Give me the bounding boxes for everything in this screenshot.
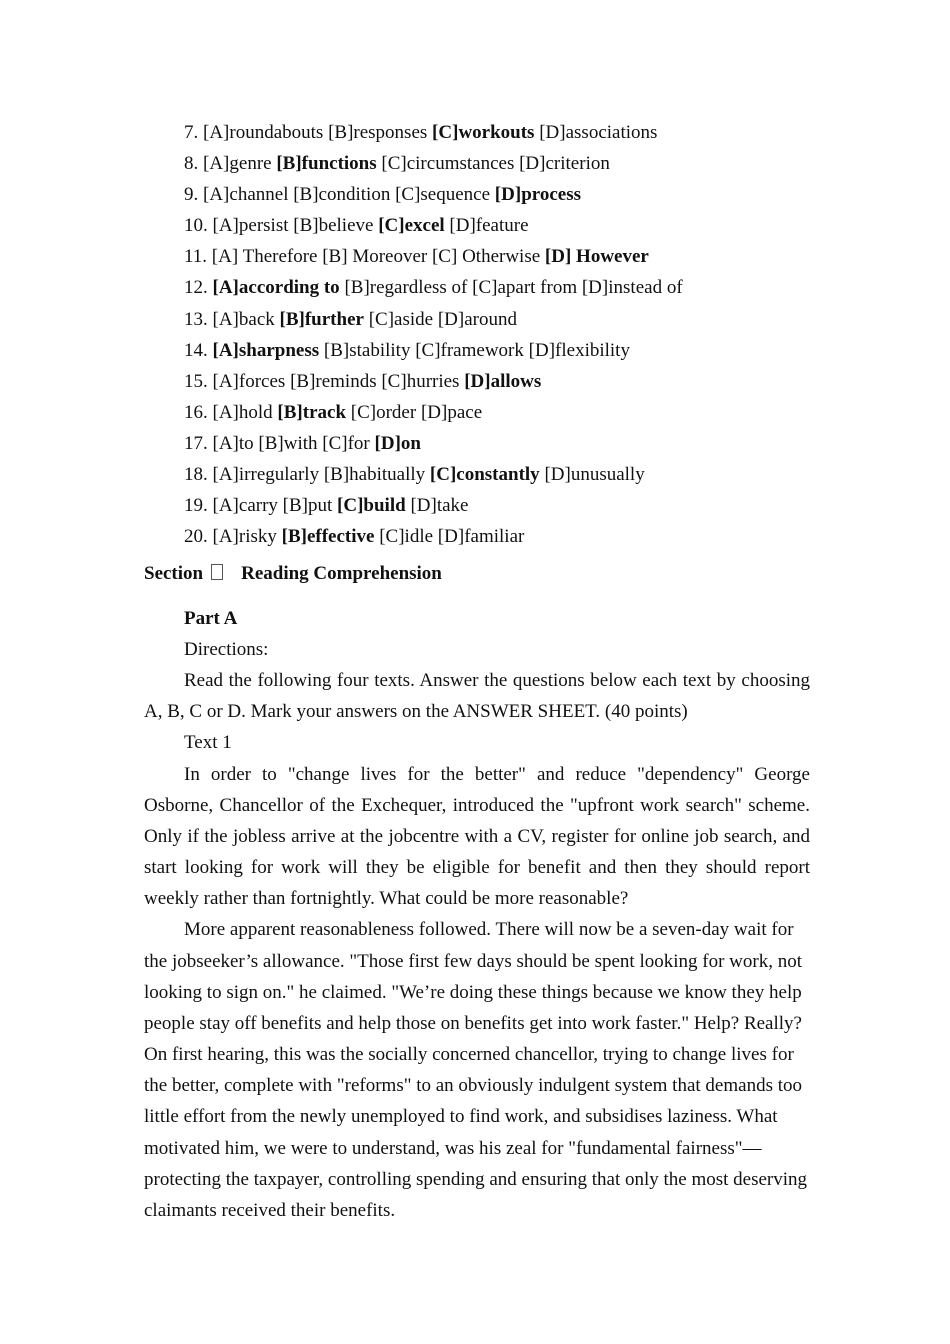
choice-label: [C]	[322, 432, 348, 454]
choice-label: [C]	[379, 526, 405, 548]
question-options-line	[184, 459, 864, 490]
choice-word: put	[308, 495, 333, 517]
choice-word: apart from	[497, 277, 578, 299]
section-heading	[144, 560, 442, 588]
choice-label: [D]	[544, 464, 571, 486]
correct-choice	[213, 340, 320, 361]
choice-label: [C]	[432, 122, 459, 143]
question-number: 11.	[184, 246, 208, 268]
choice	[438, 526, 525, 547]
question-options-line	[184, 397, 864, 428]
correct-choice	[464, 371, 541, 392]
choice-word: Therefore	[238, 246, 318, 268]
choice-word: order	[376, 401, 417, 423]
choice-word: excel	[404, 215, 445, 237]
choice	[449, 215, 528, 236]
choice-word: habitually	[349, 464, 426, 486]
question-number: 17.	[184, 432, 208, 454]
choice-label: [D]	[420, 401, 448, 423]
question-options-line	[184, 272, 864, 303]
choice-word: risky	[238, 526, 277, 548]
question-options-line	[184, 521, 864, 552]
choice	[213, 526, 277, 547]
choice-label: [C]	[381, 153, 407, 175]
choice-label: [B]	[323, 339, 350, 361]
choice-label: [D]	[410, 495, 437, 517]
choice-word: responses	[353, 122, 428, 143]
correct-choice	[432, 122, 534, 143]
choice-word: pace	[447, 401, 483, 423]
choice	[438, 309, 517, 330]
directions-label: Directions:	[184, 639, 269, 660]
choice	[410, 495, 468, 516]
choice-label: [C]	[378, 215, 405, 237]
correct-choice	[282, 526, 375, 547]
directions-text: Read the following four texts. Answer the questions below each text by choosing A, B, C or D. Mark your answers on the ANSWER SHEET. (40 points)	[144, 670, 810, 723]
choice-word: regardless of	[369, 277, 468, 299]
choice-word: track	[302, 401, 347, 423]
choice-word: circumstances	[406, 153, 515, 175]
choice-label: [A]	[212, 495, 239, 517]
choice	[213, 215, 289, 236]
choice-word: back	[238, 308, 275, 330]
choice-label: [C]	[415, 339, 441, 361]
question-number: 9.	[184, 184, 199, 206]
question-options-line	[184, 428, 864, 459]
choice-label: [D]	[519, 153, 546, 175]
section-label: Section	[144, 563, 204, 584]
reading-body	[144, 634, 810, 1226]
choice-label: [C]	[368, 308, 395, 330]
choice-word: hurries	[406, 370, 460, 392]
question-options-line	[184, 210, 864, 241]
choice-word: idle	[404, 526, 434, 548]
choice-label: [D]	[449, 215, 476, 237]
choice	[290, 371, 377, 392]
choice	[213, 433, 254, 454]
choice-label: [D]	[581, 277, 609, 299]
choice-label: [B]	[328, 122, 354, 143]
choice-word: persist	[238, 215, 289, 237]
choice-label: [A]	[212, 277, 239, 299]
choice	[539, 122, 657, 143]
question-number: 20.	[184, 526, 208, 548]
choice-word: build	[363, 495, 406, 517]
choice-label: [B]	[277, 401, 303, 423]
correct-choice	[276, 153, 376, 174]
choice-word: unusually	[570, 464, 645, 486]
choice-label: [B]	[279, 308, 305, 330]
question-options-line	[184, 304, 864, 335]
choice-word: hold	[238, 401, 273, 423]
question-options-line	[184, 179, 864, 210]
choice-label: [B]	[344, 277, 370, 299]
choice	[213, 402, 273, 423]
choice-word: sequence	[420, 184, 491, 206]
choice-word: further	[304, 308, 364, 330]
question-number: 10.	[184, 215, 208, 237]
choice-label: [B]	[293, 184, 319, 206]
choice-label: [B]	[290, 370, 316, 392]
choice	[213, 464, 320, 485]
choice	[544, 464, 644, 485]
choice-label: [B]	[258, 432, 284, 454]
correct-choice	[280, 309, 364, 330]
choice	[379, 526, 433, 547]
passage-paragraph-2: More apparent reasonableness followed. There will now be a seven-day wait for the jobseeker’s allowance. "Those first few days should be spent looking for work, not looking to sign on." he claimed. "We’re doing these things because we know they help people stay off benefits and help those on benefits get into work faster." Help? Really? On first hearing, this was the socially concerned chancellor, trying to change lives for the better, complete with "reforms" to an obviously indulgent system that demands too little effort from the newly unemployed to find work, and subsidises laziness. What motivated him, we were to understand, was his zeal for "fundamental fairness"— protecting the taxpayer, controlling spending and ensuring that only the most deserving claimants received their benefits.	[144, 919, 808, 1221]
section-title-text: Reading Comprehension	[241, 563, 442, 584]
choice-label: [B]	[323, 464, 350, 486]
choice-label: [D]	[374, 432, 401, 454]
choice-label: [A]	[212, 308, 239, 330]
choice-label: [C]	[472, 277, 498, 299]
choice-word: forces	[238, 370, 286, 392]
choice	[324, 464, 425, 485]
correct-choice	[545, 246, 649, 267]
choice	[324, 340, 411, 361]
choice	[344, 277, 467, 298]
choice-label: [A]	[212, 526, 239, 548]
choice	[213, 371, 286, 392]
choice-label: [D]	[437, 526, 465, 548]
choice-label: [B]	[276, 153, 302, 175]
choice	[293, 215, 373, 236]
choice-word: functions	[301, 153, 377, 175]
choice	[322, 246, 427, 267]
choice-label: [C]	[337, 495, 364, 517]
choice	[351, 402, 416, 423]
choice-label: [A]	[212, 464, 239, 486]
choice-label: [C]	[350, 401, 377, 423]
choice-label: [A]	[212, 339, 239, 361]
question-number: 14.	[184, 339, 208, 361]
question-number: 7.	[184, 122, 199, 143]
question-number: 15.	[184, 370, 208, 392]
choice	[283, 495, 333, 516]
choice-word: according to	[238, 277, 340, 299]
correct-choice	[375, 433, 421, 454]
choice-word: for	[347, 432, 370, 454]
choice-word: reminds	[315, 370, 377, 392]
choice-label: [A]	[203, 122, 230, 143]
choice-word: Otherwise	[457, 246, 541, 268]
choice	[381, 371, 459, 392]
choice	[472, 277, 577, 298]
choice-label: [A]	[212, 370, 239, 392]
question-options-line	[184, 117, 864, 148]
choice-label: [D]	[528, 339, 556, 361]
choice	[369, 309, 433, 330]
choice	[322, 433, 369, 454]
choice-word: with	[283, 432, 318, 454]
choice-label: [D]	[539, 122, 566, 143]
choice	[213, 309, 275, 330]
choice-label: [D]	[494, 184, 522, 206]
choice	[203, 153, 272, 174]
question-number: 16.	[184, 401, 208, 423]
answer-options-list	[184, 117, 864, 552]
choice-word: irregularly	[238, 464, 320, 486]
choice-word: Moreover	[347, 246, 428, 268]
correct-choice	[378, 215, 444, 236]
choice-word: aside	[394, 308, 434, 330]
choice	[212, 246, 318, 267]
question-options-line	[184, 490, 864, 521]
choice-label: [D]	[437, 308, 465, 330]
choice-label: [B]	[322, 246, 348, 268]
choice-word: workouts	[458, 122, 535, 143]
choice-word: associations	[565, 122, 658, 143]
choice-word: criterion	[545, 153, 610, 175]
correct-choice	[337, 495, 406, 516]
choice-word: feature	[475, 215, 529, 237]
choice-label: [D]	[464, 370, 491, 392]
choice-label: [B]	[282, 495, 308, 517]
choice-label: [A]	[203, 153, 230, 175]
question-number: 18.	[184, 464, 208, 486]
correct-choice	[277, 402, 346, 423]
choice	[432, 246, 540, 267]
choice-word: carry	[238, 495, 278, 517]
correct-choice	[495, 184, 581, 205]
choice-word: roundabouts	[229, 122, 324, 143]
choice	[381, 153, 514, 174]
correct-choice	[430, 464, 540, 485]
choice-word: channel	[229, 184, 289, 206]
choice	[529, 340, 630, 361]
choice-label: [A]	[211, 246, 239, 268]
choice-label: [C]	[381, 370, 407, 392]
part-title: Part A	[184, 608, 238, 629]
choice-word: stability	[349, 339, 411, 361]
question-number: 19.	[184, 495, 208, 517]
question-options-line	[184, 148, 864, 179]
question-number: 12.	[184, 277, 208, 299]
choice-word: effective	[306, 526, 375, 548]
question-number: 13.	[184, 308, 208, 330]
choice-label: [A]	[212, 432, 239, 454]
choice-word: allows	[490, 370, 542, 392]
choice-word: flexibility	[555, 339, 630, 361]
text-label: Text 1	[184, 732, 232, 754]
question-options-line	[184, 241, 864, 272]
choice	[293, 184, 390, 205]
choice-word: However	[571, 246, 649, 268]
choice-word: take	[436, 495, 469, 517]
choice-word: around	[464, 308, 517, 330]
missing-glyph-icon	[211, 564, 223, 580]
choice-word: constantly	[456, 464, 540, 486]
choice-label: [A]	[212, 215, 239, 237]
choice-word: familiar	[464, 526, 525, 548]
choice-word: instead of	[608, 277, 683, 299]
question-options-line	[184, 335, 864, 366]
choice	[203, 122, 323, 143]
choice-label: [A]	[203, 184, 230, 206]
choice	[421, 402, 482, 423]
choice-word: to	[238, 432, 254, 454]
choice	[258, 433, 317, 454]
choice-label: [B]	[281, 526, 307, 548]
choice	[395, 184, 490, 205]
choice	[415, 340, 524, 361]
choice	[213, 495, 278, 516]
choice-word: genre	[229, 153, 272, 175]
choice-word: framework	[440, 339, 524, 361]
passage-paragraph-1: In order to "change lives for the better" and reduce "dependency" George Osborne, Chancellor of the Exchequer, introduced the "upfront work search" scheme. Only if the jobless arrive at the jobcentre with a CV, register for online job search, and start looking for work will they be eligible for benefit and then they should report weekly rather than fortnightly. What could be more reasonable?	[144, 763, 810, 910]
choice	[519, 153, 610, 174]
choice-label: [C]	[429, 464, 457, 486]
choice-word: process	[521, 184, 581, 206]
choice-word: sharpness	[238, 339, 320, 361]
choice-label: [D]	[544, 246, 572, 268]
choice-label: [B]	[293, 215, 319, 237]
question-number: 8.	[184, 153, 199, 175]
choice-label: [A]	[212, 401, 239, 423]
choice-label: [C]	[431, 246, 458, 268]
question-options-line	[184, 366, 864, 397]
choice-word: condition	[318, 184, 391, 206]
choice	[203, 184, 288, 205]
choice	[582, 277, 683, 298]
choice-word: on	[400, 432, 421, 454]
choice	[328, 122, 427, 143]
correct-choice	[213, 277, 340, 298]
choice-label: [C]	[395, 184, 421, 206]
choice-word: believe	[318, 215, 374, 237]
